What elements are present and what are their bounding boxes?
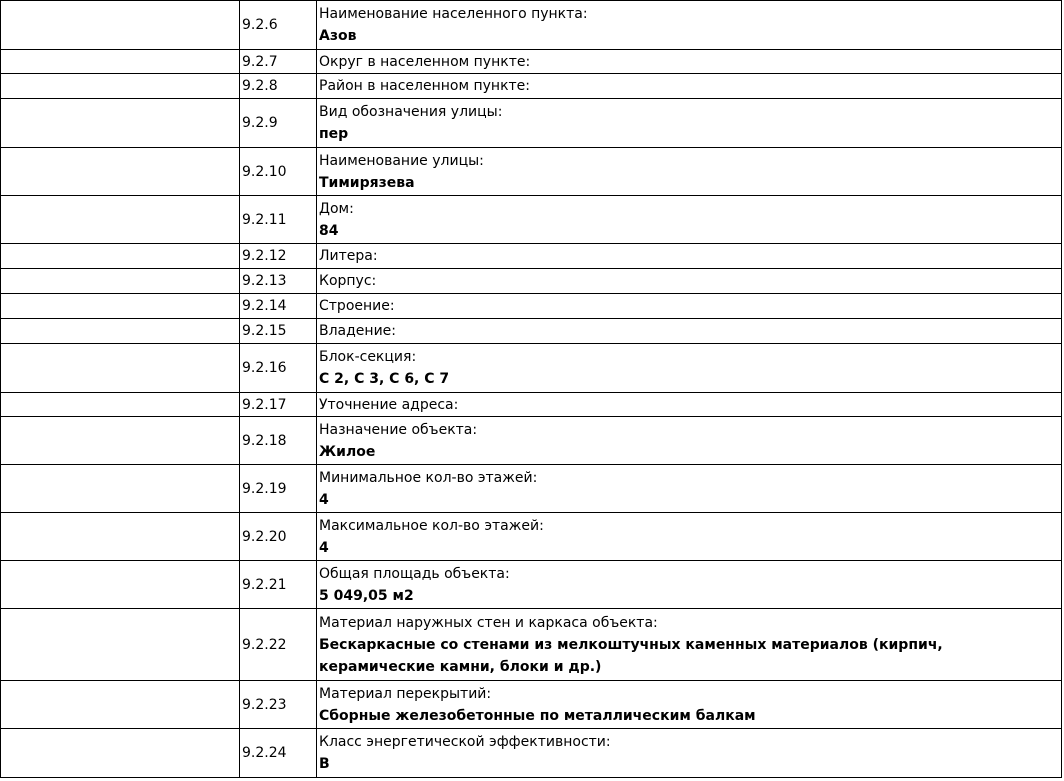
item-number: 9.2.6	[240, 1, 317, 50]
table-row	[1, 269, 1062, 294]
blank-cell	[1, 99, 240, 148]
field-value: Бескаркасные со стенами из мелкоштучных каменных материалов (кирпич, керамические камни, блоки и др.)	[319, 636, 943, 675]
item-content	[317, 561, 1062, 609]
field-label: Уточнение адреса:	[319, 396, 459, 413]
blank-cell	[1, 561, 240, 609]
table-row	[1, 244, 1062, 269]
field-label: Округ в населенном пункте:	[319, 53, 531, 70]
field-value: пер	[319, 126, 349, 142]
item-number: 9.2.16	[240, 344, 317, 393]
field-label: Общая площадь объекта:	[319, 565, 510, 582]
blank-cell	[1, 196, 240, 244]
item-content	[317, 99, 1062, 148]
table-row	[1, 1, 1062, 50]
blank-cell	[1, 74, 240, 99]
item-content	[317, 74, 1062, 99]
table-row	[1, 561, 1062, 609]
field-value: Жилое	[319, 443, 376, 460]
item-content	[317, 465, 1062, 513]
table-row	[1, 74, 1062, 99]
item-number: 9.2.24	[240, 729, 317, 778]
blank-cell	[1, 148, 240, 196]
item-number: 9.2.10	[240, 148, 317, 196]
blank-cell	[1, 393, 240, 417]
field-label: Максимальное кол-во этажей:	[319, 517, 544, 534]
item-number: 9.2.9	[240, 99, 317, 148]
blank-cell	[1, 609, 240, 681]
field-value: В	[319, 756, 330, 772]
field-value: 84	[319, 222, 339, 239]
item-number: 9.2.13	[240, 269, 317, 294]
item-number: 9.2.22	[240, 609, 317, 681]
field-label: Наименование улицы:	[319, 152, 484, 169]
table-row	[1, 465, 1062, 513]
table-body	[1, 1, 1062, 778]
item-number: 9.2.21	[240, 561, 317, 609]
field-label: Минимальное кол-во этажей:	[319, 469, 538, 486]
item-number: 9.2.19	[240, 465, 317, 513]
table-row	[1, 344, 1062, 393]
blank-cell	[1, 269, 240, 294]
field-label: Вид обозначения улицы:	[319, 104, 503, 120]
item-content	[317, 393, 1062, 417]
table-row	[1, 294, 1062, 319]
field-value: 5 049,05 м2	[319, 587, 414, 604]
item-content	[317, 196, 1062, 244]
field-label: Блок-секция:	[319, 349, 417, 365]
item-number: 9.2.23	[240, 681, 317, 729]
item-content	[317, 344, 1062, 393]
table-row	[1, 196, 1062, 244]
field-value: Сборные железобетонные по металлическим балкам	[319, 707, 756, 724]
item-content	[317, 729, 1062, 778]
blank-cell	[1, 294, 240, 319]
field-label: Корпус:	[319, 273, 377, 289]
field-label: Материал перекрытий:	[319, 685, 492, 702]
blank-cell	[1, 1, 240, 50]
field-label: Владение:	[319, 323, 397, 339]
item-content	[317, 244, 1062, 269]
item-content	[317, 269, 1062, 294]
field-label: Район в населенном пункте:	[319, 78, 531, 94]
field-value: Азов	[319, 28, 357, 44]
field-label: Наименование населенного пункта:	[319, 6, 588, 22]
item-content	[317, 681, 1062, 729]
item-content	[317, 148, 1062, 196]
blank-cell	[1, 50, 240, 74]
table-row	[1, 609, 1062, 681]
blank-cell	[1, 513, 240, 561]
field-value: Тимирязева	[319, 174, 415, 191]
field-label: Дом:	[319, 200, 354, 217]
item-number: 9.2.14	[240, 294, 317, 319]
blank-cell	[1, 319, 240, 344]
field-value: С 2, С 3, С 6, С 7	[319, 371, 450, 387]
table-row	[1, 729, 1062, 778]
table-row	[1, 50, 1062, 74]
field-value: 4	[319, 491, 329, 508]
item-number: 9.2.8	[240, 74, 317, 99]
table-row	[1, 681, 1062, 729]
item-content	[317, 417, 1062, 465]
item-content	[317, 50, 1062, 74]
blank-cell	[1, 417, 240, 465]
item-content	[317, 513, 1062, 561]
table-row	[1, 393, 1062, 417]
item-content	[317, 294, 1062, 319]
field-value: 4	[319, 539, 329, 556]
item-content	[317, 1, 1062, 50]
blank-cell	[1, 244, 240, 269]
field-label: Материал наружных стен и каркаса объекта:	[319, 614, 658, 631]
field-label: Строение:	[319, 298, 395, 314]
item-number: 9.2.17	[240, 393, 317, 417]
item-number: 9.2.7	[240, 50, 317, 74]
table-row	[1, 513, 1062, 561]
blank-cell	[1, 729, 240, 778]
item-content	[317, 609, 1062, 681]
item-number: 9.2.12	[240, 244, 317, 269]
item-number: 9.2.20	[240, 513, 317, 561]
blank-cell	[1, 681, 240, 729]
item-number: 9.2.15	[240, 319, 317, 344]
item-number: 9.2.11	[240, 196, 317, 244]
table-row	[1, 319, 1062, 344]
field-label: Литера:	[319, 248, 378, 264]
field-label: Класс энергетической эффективности:	[319, 734, 611, 750]
blank-cell	[1, 465, 240, 513]
table-row	[1, 148, 1062, 196]
item-number: 9.2.18	[240, 417, 317, 465]
table-row	[1, 99, 1062, 148]
field-label: Назначение объекта:	[319, 421, 478, 438]
blank-cell	[1, 344, 240, 393]
item-content	[317, 319, 1062, 344]
table-row	[1, 417, 1062, 465]
